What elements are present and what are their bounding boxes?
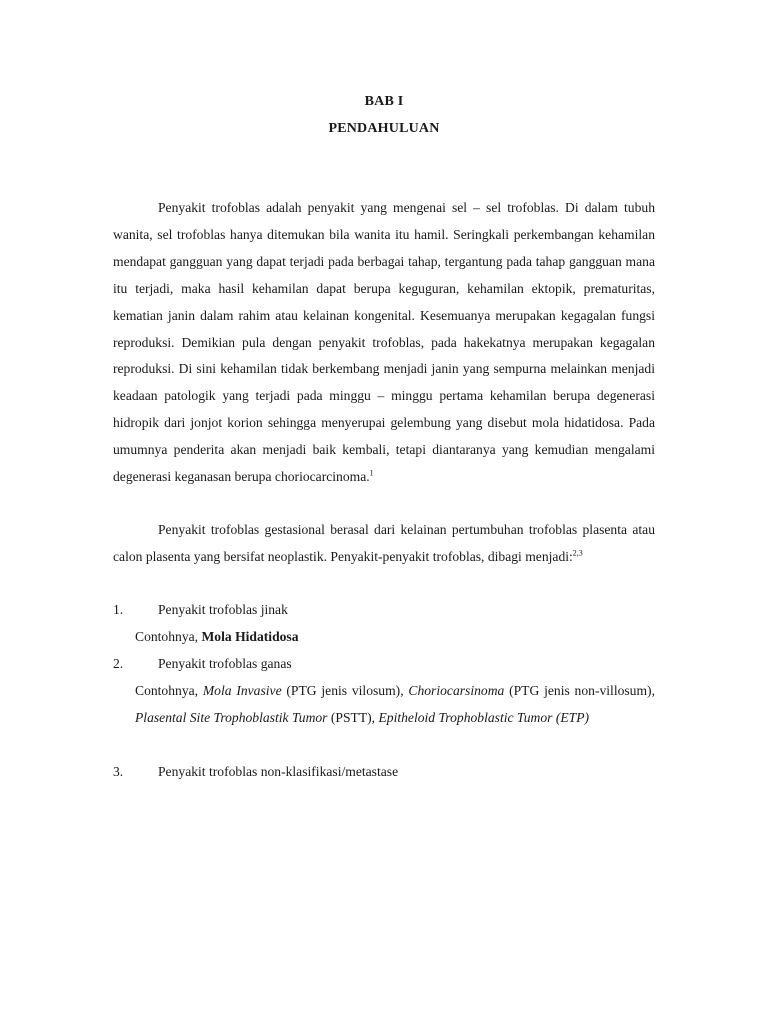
example-text: (PTG jenis non-villosum), xyxy=(504,683,655,698)
example-text: (PTG jenis vilosum), xyxy=(281,683,409,698)
list-number: 1. xyxy=(113,602,124,617)
list-item-label: Penyakit trofoblas ganas xyxy=(158,656,292,671)
list-number: 3. xyxy=(113,764,124,779)
list-item-example xyxy=(135,624,655,651)
chapter-number: BAB I xyxy=(364,94,404,109)
example-term: Plasental Site Trophoblastik Tumor xyxy=(135,709,328,725)
example-prefix: Contohnya, xyxy=(135,629,202,644)
paragraph-intro xyxy=(113,195,655,491)
list-item-label: Penyakit trofoblas jinak xyxy=(158,602,288,617)
example-term: Mola Invasive xyxy=(202,683,282,698)
example-term: Mola Hidatidosa xyxy=(201,629,299,644)
chapter-title: PENDAHULUAN xyxy=(328,121,440,136)
list-item-example xyxy=(135,678,655,732)
paragraph-intro-text: Penyakit trofoblas adalah penyakit yang mengenai sel – sel trofoblas. Di dalam tubuh wanita, sel trofoblas hanya ditemukan bila wanita itu hamil. Seringkali perkembangan kehamilan mendapat gangguan yang dapat terjadi pada berbagai tahap, tergantung pada tahap gangguan mana itu terjadi, maka hasil kehamilan dapat berupa keguguran, kehamilan ektopik, prematuritas, kematian janin dalam rahim atau kelainan kongenital. Kesemuanya merupakan kegagalan fungsi reproduksi. Demikian pula dengan penyakit trofoblas, pada hakekatnya merupakan kegagalan reproduksi. Di sini kehamilan tidak berkembang menjadi janin yang sempurna melainkan menjadi keadaan patologik yang terjadi pada minggu – minggu pertama kehamilan berupa degenerasi hidropik dari jonjot korion sehingga menyerupai gelembung yang disebut mola hidatidosa. Pada umumnya penderita akan menjadi baik kembali, tetapi diantaranya yang kemudian mengalami degenerasi keganasan berupa choriocarcinoma. xyxy=(113,200,655,485)
paragraph-classification-text: Penyakit trofoblas gestasional berasal dari kelainan pertumbuhan trofoblas plasenta atau calon plasenta yang bersifat neoplastik. Penyakit-penyakit trofoblas, dibagi menjadi: xyxy=(113,522,655,564)
citation-ref: 2,3 xyxy=(572,548,583,558)
example-text: (PSTT), xyxy=(327,709,379,725)
example-prefix: Contohnya, xyxy=(135,683,203,698)
list-item-label: Penyakit trofoblas non-klasifikasi/metastase xyxy=(158,764,399,779)
example-term: Epitheloid Trophoblastic Tumor (ETP) xyxy=(378,709,590,725)
list-number: 2. xyxy=(113,656,124,671)
paragraph-classification xyxy=(113,517,655,571)
citation-ref: 1 xyxy=(369,468,374,478)
example-term: Choriocarsinoma xyxy=(408,683,505,698)
